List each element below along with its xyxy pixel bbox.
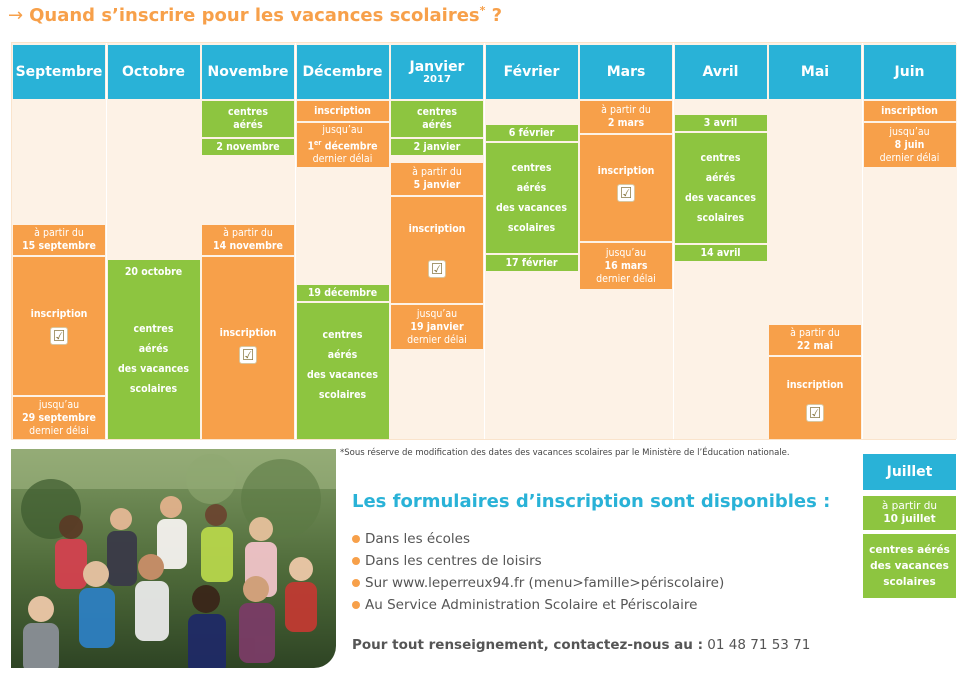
- deadline-label: dernier délai: [407, 333, 467, 346]
- page-title: [8, 4, 502, 26]
- month-name: Septembre: [15, 64, 103, 80]
- registration-end: [391, 305, 483, 349]
- month-name: Novembre: [207, 64, 289, 80]
- holiday-centres-block: [202, 101, 294, 137]
- start-date: 10 juillet: [883, 513, 936, 525]
- vacances-label: des vacances: [870, 560, 949, 572]
- registration-label: inscription: [219, 327, 277, 339]
- month-header: [202, 45, 294, 99]
- holiday-centres-block: [675, 133, 767, 243]
- month-header: [108, 45, 200, 99]
- until-label: jusqu’au: [38, 398, 80, 411]
- centres-label: centres: [511, 162, 552, 174]
- children-photo: [11, 449, 336, 668]
- start-date: 14 novembre: [213, 240, 283, 252]
- column-mai: [768, 43, 862, 439]
- end-date: 2 janvier: [413, 140, 461, 153]
- end-date: 17 février: [505, 256, 558, 269]
- end-date: 2 novembre: [216, 140, 280, 153]
- centres-label: centres: [228, 106, 268, 118]
- registration-label: inscription: [786, 379, 844, 391]
- holiday-centres-block: [391, 101, 483, 137]
- start-date: 19 décembre: [307, 286, 378, 299]
- bullet-icon: [352, 579, 360, 587]
- start-date-block: [297, 285, 389, 301]
- bullet-icon: [352, 535, 360, 543]
- start-date: 3 avril: [703, 116, 738, 129]
- list-item: [352, 553, 724, 575]
- column-novembre: [201, 43, 295, 439]
- vacances-label: des vacances: [496, 202, 567, 214]
- until-label: jusqu’au: [605, 246, 647, 259]
- from-label: à partir du: [412, 166, 462, 178]
- start-date: 5 janvier: [413, 179, 461, 191]
- centres-label: centres: [700, 152, 741, 164]
- end-date-block: [486, 255, 578, 271]
- month-header: [769, 45, 861, 99]
- end-date-block: [202, 139, 294, 155]
- from-label: à partir du: [601, 104, 651, 116]
- centres-label: centres: [322, 329, 363, 341]
- registration-label-block: [864, 101, 956, 121]
- holiday-centres-block: [863, 534, 956, 598]
- month-header: [297, 45, 389, 99]
- checkbox-icon: ☑: [806, 404, 824, 422]
- from-label: à partir du: [881, 500, 938, 512]
- registration-end: [580, 243, 672, 289]
- registration-end: [297, 123, 389, 167]
- deadline-label: dernier délai: [596, 272, 656, 285]
- arrow-right-icon: →: [8, 5, 24, 26]
- registration-start: [863, 496, 956, 530]
- checkbox-icon: ☑: [617, 184, 635, 202]
- registration-label: inscription: [597, 165, 655, 177]
- forms-title: Les formulaires d’inscription sont disponibles :: [352, 491, 831, 512]
- contact-phone: 01 48 71 53 71: [707, 637, 811, 653]
- registration-block: [580, 135, 672, 241]
- end-date: 29 septembre: [22, 411, 96, 424]
- registration-start: [202, 225, 294, 255]
- month-name: Octobre: [122, 64, 185, 80]
- checkbox-icon: ☑: [50, 327, 68, 345]
- calendar-grid: [11, 42, 956, 440]
- month-header: [675, 45, 767, 99]
- list-item-text: Dans les centres de loisirs: [365, 553, 542, 569]
- holiday-centres-block: [108, 260, 200, 439]
- end-date: 1er décembre: [307, 138, 378, 153]
- scolaires-label: scolaires: [318, 389, 367, 401]
- column-juin: [863, 43, 957, 439]
- column-decembre: [296, 43, 390, 439]
- deadline-label: dernier délai: [312, 153, 373, 166]
- end-date-block: [391, 139, 483, 155]
- end-date-block: [675, 245, 767, 261]
- checkbox-icon: ☑: [428, 260, 446, 278]
- list-item-text: Sur www.leperreux94.fr (menu>famille>périscolaire): [365, 575, 725, 591]
- title-asterisk: *: [479, 4, 486, 17]
- start-date: 15 septembre: [22, 240, 96, 252]
- month-header: [391, 45, 483, 99]
- scolaires-label: scolaires: [129, 383, 178, 395]
- start-date-block: [486, 125, 578, 141]
- column-octobre: [107, 43, 201, 439]
- list-item: [352, 575, 724, 597]
- registration-block: [391, 197, 483, 303]
- month-header: [580, 45, 672, 99]
- aeres-label: aérés: [138, 343, 169, 355]
- month-header: [486, 45, 578, 99]
- column-mars: [579, 43, 673, 439]
- month-name: Décembre: [302, 64, 383, 80]
- start-date: 2 mars: [607, 117, 645, 129]
- title-question: ?: [485, 5, 503, 26]
- registration-block: [202, 257, 294, 439]
- column-juillet: [863, 454, 956, 588]
- end-date: 8 juin: [894, 138, 925, 151]
- vacances-label: des vacances: [685, 192, 756, 204]
- start-date: 22 mai: [797, 340, 833, 352]
- contact-line: [352, 637, 810, 653]
- month-name: Juillet: [886, 464, 933, 480]
- month-name: Janvier: [409, 58, 465, 75]
- registration-start: [580, 101, 672, 133]
- aeres-label: aérés: [705, 172, 736, 184]
- aeres-label: aérés: [327, 349, 358, 361]
- from-label: à partir du: [223, 227, 273, 239]
- registration-label: inscription: [30, 307, 88, 320]
- registration-label: inscription: [408, 222, 466, 235]
- aeres-label: aérés: [233, 119, 263, 131]
- end-date: 14 avril: [700, 246, 741, 259]
- month-name: Juin: [894, 64, 925, 80]
- from-label: à partir du: [790, 327, 840, 339]
- scolaires-label: scolaires: [696, 212, 745, 224]
- centres-label: centres: [133, 323, 174, 335]
- aeres-label: aérés: [422, 119, 452, 131]
- children-group-image: [11, 449, 336, 668]
- registration-start: [13, 225, 105, 255]
- list-item-text: Au Service Administration Scolaire et Périscolaire: [365, 597, 698, 613]
- bullet-icon: [352, 557, 360, 565]
- aeres-label: aérés: [516, 182, 547, 194]
- month-name: Mars: [606, 64, 646, 80]
- bullet-icon: [352, 601, 360, 609]
- deadline-label: dernier délai: [29, 424, 89, 437]
- month-name: Mai: [800, 64, 830, 80]
- deadline-label: dernier délai: [879, 151, 940, 164]
- footnote: *Sous réserve de modification des dates des vacances scolaires par le Ministère de l’Éducation nationale.: [340, 448, 790, 458]
- column-janvier: [390, 43, 484, 439]
- registration-start: [391, 163, 483, 195]
- end-date: 19 janvier: [410, 320, 464, 333]
- month-header: [13, 45, 105, 99]
- registration-block: [769, 357, 861, 439]
- scolaires-label: scolaires: [507, 222, 556, 234]
- registration-end: [13, 397, 105, 439]
- year-label: 2017: [423, 73, 451, 85]
- availability-list: [352, 531, 724, 619]
- centres-label: centres aérés: [869, 544, 950, 556]
- checkbox-icon: ☑: [239, 346, 257, 364]
- holiday-centres-block: [297, 303, 389, 439]
- registration-block: [13, 257, 105, 395]
- vacances-label: des vacances: [118, 363, 189, 375]
- month-header: [864, 45, 956, 99]
- until-label: jusqu’au: [322, 123, 363, 136]
- registration-label-block: [297, 101, 389, 121]
- vacances-label: des vacances: [307, 369, 378, 381]
- registration-label: inscription: [881, 104, 938, 117]
- column-septembre: [12, 43, 106, 439]
- start-date-block: [675, 115, 767, 131]
- registration-end: [864, 123, 956, 167]
- month-name: Avril: [702, 64, 739, 80]
- centres-label: centres: [417, 106, 457, 118]
- until-label: jusqu’au: [889, 125, 930, 138]
- registration-start: [769, 325, 861, 355]
- list-item: [352, 597, 724, 619]
- start-date: 20 octobre: [124, 266, 183, 278]
- list-item-text: Dans les écoles: [365, 531, 471, 547]
- holiday-centres-block: [486, 143, 578, 253]
- column-fevrier: [485, 43, 579, 439]
- month-header: [863, 454, 956, 490]
- title-text: Quand s’inscrire pour les vacances scolaires: [29, 5, 480, 26]
- month-name: Février: [503, 64, 560, 80]
- contact-label: Pour tout renseignement, contactez-nous au :: [352, 637, 703, 653]
- scolaires-label: scolaires: [883, 576, 936, 588]
- end-date: 16 mars: [604, 259, 648, 272]
- start-date: 6 février: [508, 126, 555, 139]
- list-item: [352, 531, 724, 553]
- column-avril: [674, 43, 768, 439]
- from-label: à partir du: [34, 227, 84, 239]
- registration-label: inscription: [314, 104, 371, 117]
- until-label: jusqu’au: [416, 307, 458, 320]
